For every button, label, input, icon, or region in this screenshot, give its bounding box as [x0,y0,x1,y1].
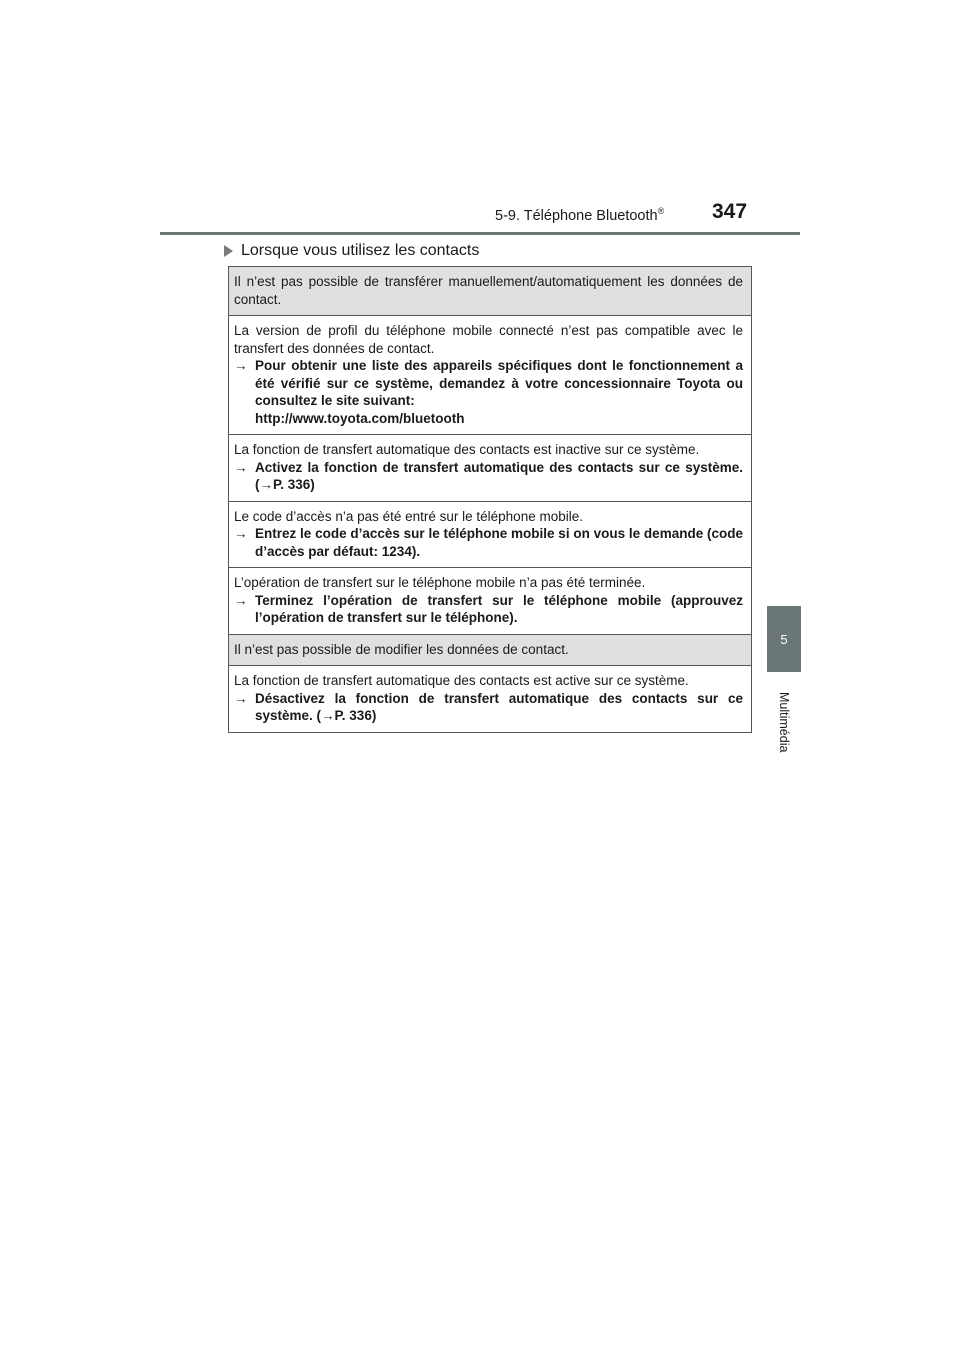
arrow-icon: → [234,459,248,475]
cause-row [229,567,751,634]
remedy-text: Terminez l’opération de transfert sur le téléphone mobile (approuvez l’opération de transfert sur le téléphone). [255,592,743,625]
remedy [234,459,743,494]
chapter-label-wrap [767,672,801,772]
problem-text: Il n’est pas possible de modifier les données de contact. [234,641,569,657]
cause-text: L’opération de transfert sur le téléphone mobile n’a pas été terminée. [234,575,646,590]
registered-mark: ® [657,206,665,216]
section-heading-text: Lorsque vous utilisez les contacts [241,242,480,259]
arrow-icon: → [234,690,248,706]
remedy-url: http://www.toyota.com/bluetooth [255,410,465,426]
arrow-icon: → [234,526,248,541]
header-section-title: 5-9. Téléphone Bluetooth® [495,206,665,224]
remedy-text: Entrez le code d’accès sur le téléphone mobile si on vous le demande (code d’accès par défaut: 1234). [255,526,743,559]
cause-text: La fonction de transfert automatique des contacts est inactive sur ce système. [234,442,700,457]
arrow-icon: → [234,358,248,373]
problem-row [229,267,751,315]
remedy-text: Désactivez la fonction de transfert automatique des contacts sur ce système. (→P. 336) [255,690,743,723]
page-number: 347 [712,200,748,223]
triangle-bullet-icon [224,245,233,257]
remedy [234,357,743,427]
chapter-tab: 5 [767,606,801,672]
cause-text: La version de profil du téléphone mobile connecté n’est pas compatible avec le transfert des données de contact. [234,323,743,356]
section-heading [224,242,479,260]
chapter-label: Multimédia [777,691,791,753]
troubleshooting-table [228,266,752,733]
remedy [234,592,743,627]
header-rule [160,232,800,235]
cause-row [229,434,751,501]
cause-text: Le code d’accès n’a pas été entré sur le téléphone mobile. [234,508,583,524]
remedy [234,525,743,560]
cause-row [229,501,751,568]
cause-row [229,315,751,434]
remedy-text: Pour obtenir une liste des appareils spécifiques dont le fonctionnement a été vérifié sur ce système, demandez à votre concessionnaire Toyota ou consultez le site suivant: [255,358,743,408]
remedy-text: Activez la fonction de transfert automatique des contacts sur ce système. (→P. 336) [255,459,743,492]
arrow-icon: → [234,592,248,608]
problem-row [229,634,751,666]
problem-text: Il n’est pas possible de transférer manuellement/automatiquement les données de contact. [234,274,743,307]
remedy [234,690,743,725]
cause-row [229,665,751,732]
cause-text: La fonction de transfert automatique des contacts est active sur ce système. [234,673,689,688]
